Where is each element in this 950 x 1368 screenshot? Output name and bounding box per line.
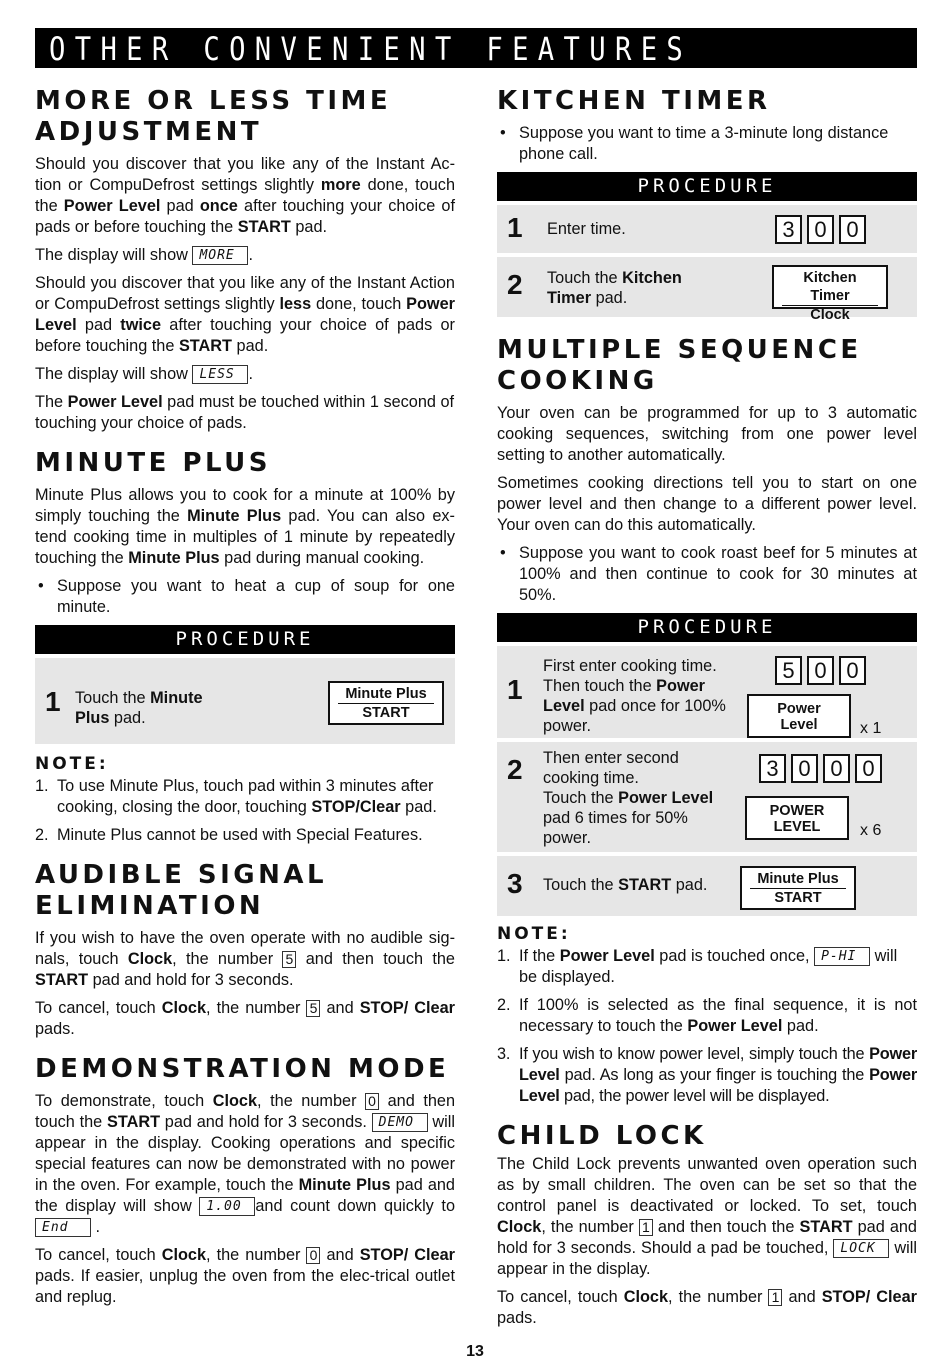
digit: 0 (839, 656, 866, 685)
multi-bullet: • Suppose you want to cook roast beef for 5 minutes at 100% and then continue to cook for 30 minutes at 50%. (497, 543, 917, 606)
multiplier-label: x 6 (860, 822, 882, 839)
multi-para-1: Your oven can be programmed for up to 3 automatic cooking sequences, switching from one power level setting to another automatically. (497, 404, 917, 464)
digit: 0 (839, 215, 866, 244)
kitchen-timer-heading: KITCHEN TIMER (497, 86, 771, 116)
multiplier-label: x 1 (860, 720, 882, 737)
minute-plus-start-pad[interactable]: Minute Plus START (740, 866, 856, 910)
child-lock-heading: CHILD LOCK (497, 1121, 707, 1151)
more-display-line: The display will show MORE . (35, 246, 253, 264)
lcd-end: End (35, 1218, 91, 1237)
digit: 5 (775, 656, 802, 685)
lcd-less: LESS (192, 365, 248, 384)
digit-display (759, 754, 882, 783)
step-text: Touch the Kitchen Timer pad. (547, 269, 682, 307)
power-level-pad[interactable]: POWER LEVEL (745, 796, 849, 840)
demo-para-2: To cancel, touch Clock, the number 0 and STOP/ Clear pads. If easier, unplug the oven from the elec-trical outlet and replug. (35, 1246, 455, 1306)
demo-heading: DEMONSTRATION MODE (35, 1054, 450, 1084)
digit-box: 1 (639, 1219, 653, 1236)
left-column (35, 86, 455, 1315)
more-less-para-3: The Power Level pad must be touched within 1 second of touching your choice of pads. (35, 393, 455, 432)
audible-heading: AUDIBLE SIGNAL ELIMINATION (35, 860, 328, 921)
section-banner (35, 28, 917, 68)
digit-box: 0 (365, 1093, 379, 1110)
procedure-bar: PROCEDURE (497, 613, 917, 642)
lcd-p-hi: P-HI (814, 947, 870, 966)
digit: 0 (823, 754, 850, 783)
procedure-step (497, 257, 917, 323)
kitchen-bullet: • Suppose you want to time a 3-minute long distance phone call. (497, 123, 917, 165)
lcd-1-00: 1.00 (199, 1197, 255, 1216)
note-item: 1. To use Minute Plus, touch pad within 3 minutes after cooking, closing the door, touching STOP/Clear pad. (35, 777, 437, 816)
minute-plus-bullet: • Suppose you want to heat a cup of soup for one minute. (35, 576, 455, 618)
child-lock-para-1: The Child Lock prevents unwanted oven operation such as by small children. The oven can be set so that the control panel is deactivated or locked. To set, touch Clock, the number 1 and then touch the START pad and hold for 3 seconds. Should a pad be touched, LOCK will appear in the display. (497, 1155, 917, 1278)
procedure-step (497, 646, 917, 738)
step-number: 1 (507, 212, 523, 243)
note-heading: NOTE: (497, 924, 571, 944)
note-item: 2. If 100% is selected as the final sequence, it is not necessary to touch the Power Level pad. (497, 996, 917, 1035)
procedure-step (35, 658, 455, 744)
note-heading: NOTE: (35, 754, 109, 774)
step-text: First enter cooking time. Then touch the Power Level pad once for 100% power. (543, 657, 726, 735)
lcd-lock: LOCK (833, 1239, 889, 1258)
minute-plus-start-pad[interactable]: Minute Plus START (328, 681, 444, 725)
digit: 0 (855, 754, 882, 783)
banner-title: OTHER CONVENIENT FEATURES (49, 30, 693, 68)
step-number: 3 (507, 868, 523, 899)
digit-display (775, 656, 866, 685)
procedure-step (497, 856, 917, 916)
lcd-demo: DEMO (372, 1113, 428, 1132)
digit-box: 5 (282, 951, 296, 968)
minute-plus-heading: MINUTE PLUS (35, 448, 272, 478)
step-text: Then enter second cooking time. Touch the Power Level pad 6 times for 50% power. (543, 749, 714, 847)
digit: 3 (759, 754, 786, 783)
kitchen-timer-clock-pad[interactable]: Kitchen Timer Clock (772, 265, 888, 309)
right-column (497, 86, 917, 1336)
audible-para-1: If you wish to have the oven operate with no audible sig-nals, touch Clock, the number 5 and then touch the START pad and hold for 3 seconds. (35, 929, 455, 989)
more-less-heading: MORE OR LESS TIME ADJUSTMENT (35, 86, 392, 147)
step-number: 1 (45, 686, 61, 717)
digit-box: 5 (306, 1000, 320, 1017)
page-number: 13 (466, 1343, 484, 1360)
procedure-bar: PROCEDURE (35, 625, 455, 654)
procedure-step (497, 742, 917, 852)
minute-plus-para: Minute Plus allows you to cook for a minute at 100% by simply touching the Minute Plus pad. You can also ex-tend cooking time in multiples of 1 minute by repeatedly touching the Minute Plus pad during manual cooking. (35, 486, 455, 567)
step-number: 1 (507, 674, 523, 705)
digit: 0 (791, 754, 818, 783)
child-lock-para-2: To cancel, touch Clock, the number 1 and STOP/ Clear pads. (497, 1288, 917, 1327)
multi-sequence-heading: MULTIPLE SEQUENCE COOKING (497, 335, 862, 396)
step-text: Enter time. (547, 220, 626, 238)
step-text: Touch the Minute Plus pad. (75, 689, 203, 727)
more-less-para-2: Should you discover that you like any of the Instant Action or CompuDefrost settings slightly less done, touch Power Level pad twice after touching your choice of pads or before touching the START pad. (35, 274, 455, 355)
digit-box: 0 (306, 1247, 320, 1264)
digit-display (775, 215, 866, 244)
note-item: 2. Minute Plus cannot be used with Special Features. (35, 826, 423, 844)
step-text: Touch the START pad. (543, 876, 708, 894)
digit-box: 1 (768, 1289, 782, 1306)
step-number: 2 (507, 754, 523, 785)
less-display-line: The display will show LESS . (35, 365, 253, 383)
audible-para-2: To cancel, touch Clock, the number 5 and STOP/ Clear pads. (35, 999, 455, 1038)
digit: 0 (807, 215, 834, 244)
demo-para-1: To demonstrate, touch Clock, the number 0 and then touch the START pad and hold for 3 seconds. DEMO will appear in the display. Cooking operations and specific special features can now be demonstrated with no power in the oven. For example, touch the Minute Plus pad and the display will show 1.00 and count down quickly to End . (35, 1092, 456, 1236)
more-less-para-1: Should you discover that you like any of the Instant Ac-tion or CompuDefrost settings slightly more done, touch the Power Level pad once after touching your choice of pads or before touching the START pad. (35, 155, 455, 236)
multi-para-2: Sometimes cooking directions tell you to start on one power level and then change to a different power level. Your oven can do this automatically. (497, 474, 917, 534)
note-item: 1. If the Power Level pad is touched once, P-HI will be displayed. (497, 947, 898, 986)
note-item: 3. If you wish to know power level, simply touch the Power Level pad. As long as your finger is touching the Power Level pad, the power level will be displayed. (497, 1045, 917, 1105)
step-number: 2 (507, 269, 523, 300)
procedure-step (497, 205, 917, 253)
digit: 0 (807, 656, 834, 685)
digit: 3 (775, 215, 802, 244)
procedure-bar: PROCEDURE (497, 172, 917, 201)
lcd-more: MORE (192, 246, 248, 265)
power-level-pad[interactable]: Power Level (747, 694, 851, 738)
